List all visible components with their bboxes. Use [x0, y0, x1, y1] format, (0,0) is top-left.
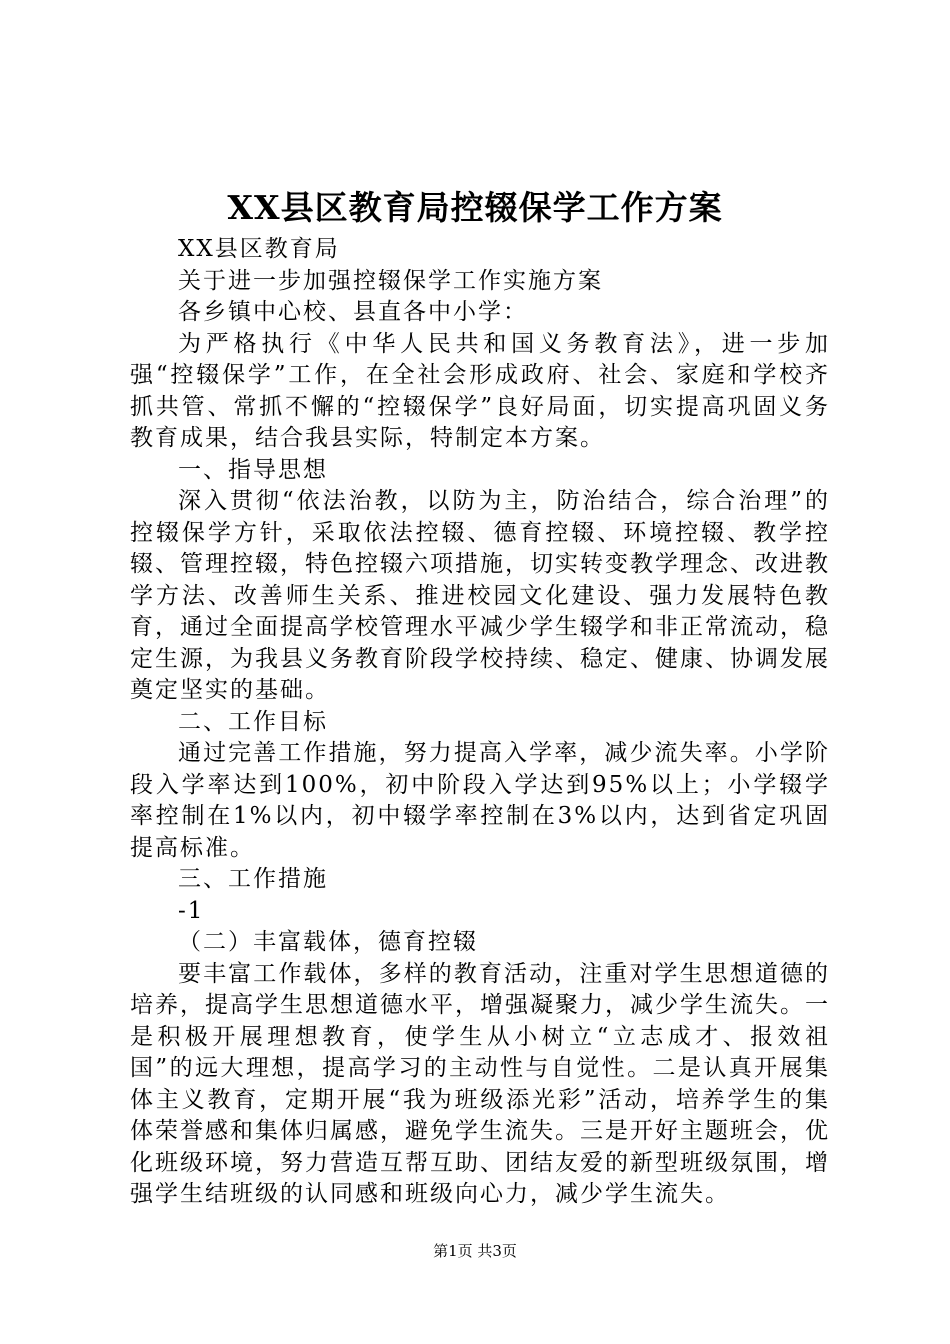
paragraph-intro: 为严格执行《中华人民共和国义务教育法》，进一步加强“控辍保学”工作，在全社会形成政府、社会、家庭和学校齐抓共管、常抓不懈的“控辍保学”良好局面，切实提高巩固义务教育成果，结合我县实际，特制定本方案。	[130, 330, 830, 451]
document-title: XX县区教育局控辍保学工作方案	[227, 188, 723, 227]
paragraph-marker: -1	[178, 897, 205, 924]
section-heading-work-measures: 三、工作措施	[178, 866, 328, 892]
subsection-heading-moral-education: （二）丰富载体，德育控辍	[178, 929, 478, 955]
section-heading-work-goals: 二、工作目标	[178, 708, 328, 735]
paragraph-issuer: XX县区教育局	[178, 236, 340, 262]
paragraph-guiding-thought: 深入贯彻“依法治教，以防为主，防治结合，综合治理”的控辍保学方针，采取依法控辍、德育控辍、环境控辍、教学控辍、管理控辍，特色控辍六项措施，切实转变教学理念、改进教学方法、改善师生关系、推进校园文化建设、强力发展特色教育，通过全面提高学校管理水平减少学生辍学和非正常流动，稳定生源，为我县义务教育阶段学校持续、稳定、健康、协调发展奠定坚实的基础。	[130, 488, 830, 703]
paragraph-moral-education: 要丰富工作载体，多样的教育活动，注重对学生思想道德的培养，提高学生思想道德水平，增强凝聚力，减少学生流失。一是积极开展理想教育，使学生从小树立“立志成才、报效祖国”的远大理想，提高学习的主动性与自觉性。二是认真开展集体主义教育，定期开展“我为班级添光彩”活动，培养学生的集体荣誉感和集体归属感，避免学生流失。三是开好主题班会，优化班级环境，努力营造互帮互助、团结友爱的新型班级氛围，增强学生结班级的认同感和班级向心力，减少学生流失。	[130, 960, 830, 1207]
document-body	[130, 234, 830, 1211]
paragraph-work-goals: 通过完善工作措施，努力提高入学率，减少流失率。小学阶段入学率达到100%，初中阶段入学达到95%以上；小学辍学率控制在1%以内，初中辍学率控制在3%以内，达到省定巩固提高标准。	[130, 740, 830, 861]
page-indicator: 第1页 共3页	[433, 1242, 517, 1260]
paragraph-addressee: 各乡镇中心校、县直各中小学：	[178, 299, 528, 325]
paragraph-subtitle: 关于进一步加强控辍保学工作实施方案	[178, 267, 603, 294]
section-heading-guiding-thought: 一、指导思想	[178, 456, 328, 483]
